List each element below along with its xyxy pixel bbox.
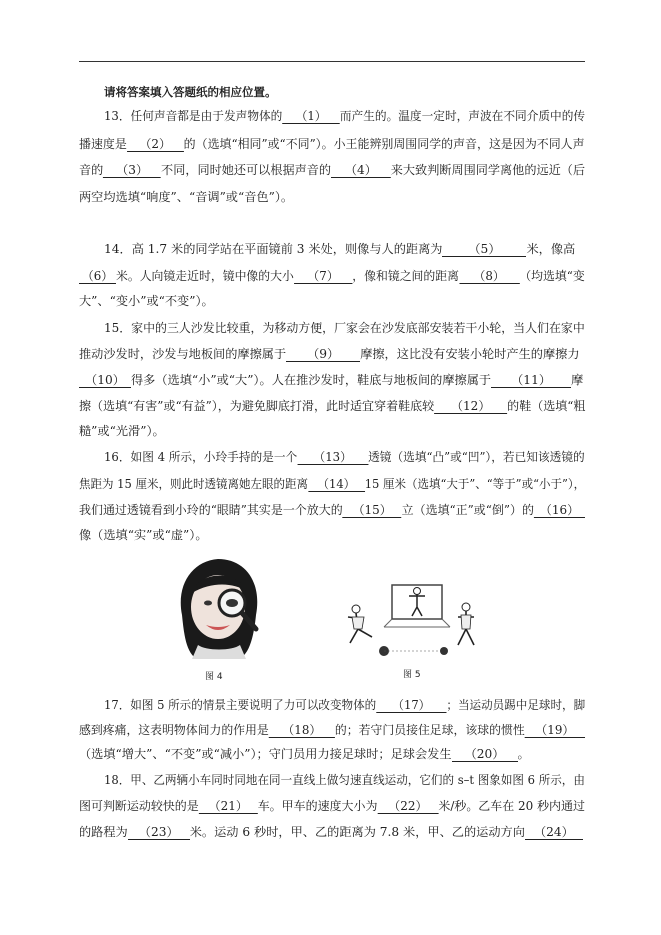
blank-4[interactable]: （4） (331, 163, 391, 178)
blank-20[interactable]: （20） (452, 747, 518, 762)
figure-4-girl-with-lens (172, 555, 264, 659)
figure-4-caption: 图 4 (205, 672, 223, 682)
q16-line-4: 像（选填“实”或“虚”）。 (79, 528, 208, 542)
header-rule (79, 61, 585, 62)
blank-5[interactable]: （5） (442, 242, 526, 257)
blank-11[interactable]: （11） (491, 373, 571, 388)
blank-17[interactable]: （17） (376, 698, 446, 713)
q18-line-1: 18．甲、乙两辆小车同时同地在同一直线上做匀速直线运动，它们的 s–t 图象如图 6 所示，由 (104, 773, 585, 787)
blank-16[interactable]: （16） (534, 503, 585, 518)
blank-8[interactable]: （8） (459, 269, 519, 284)
q15-line-5: 糙”或“光滑”）。 (79, 424, 165, 438)
q17-line-3: （选填“增大”、“不变”或“减小”）；守门员用力接足球时；足球会发生 （20） 。 (79, 747, 530, 761)
blank-14[interactable]: （14） (308, 477, 365, 492)
blank-12[interactable]: （12） (434, 399, 507, 414)
blank-13[interactable]: （13） (297, 450, 368, 465)
q14-line-2: （6） 米。人向镜走近时，镜中像的大小 （7） ，像和镜之间的距离 （8） （均选填“变 (79, 268, 571, 284)
instruction-text: 请将答案填入答题纸的相应位置。 (104, 85, 277, 99)
blank-21[interactable]: （21） (199, 799, 258, 814)
blank-24[interactable]: （24） (525, 825, 583, 840)
blank-2[interactable]: （2） (127, 137, 184, 152)
figure-5-soccer-scene (340, 583, 490, 663)
blank-15[interactable]: （15） (343, 503, 402, 518)
q16-line-3: 我们通过透镜看到小玲的“眼睛”其实是一个放大的 （15） 立（选填“正”或“倒”）的 （16） (79, 502, 576, 518)
blank-22[interactable]: （22） (377, 799, 438, 814)
blank-18[interactable]: （18） (269, 723, 335, 738)
q13-line-2: 播速度是 （2） 的（选填“相同”或“不同”）。小王能辨别周围同学的声音，这是因为不同人声 (79, 137, 585, 151)
q17-line-2: 感到疼痛，这表明物体间力的作用是 （18） 的；若守门员接住足球，该球的惯性 （19） (79, 722, 571, 738)
blank-3[interactable]: （3） (103, 163, 161, 178)
q13-line-1: 13．任何声音都是由于发声物体的 （1） 而产生的。温度一定时，声波在不同介质中的传 (104, 109, 586, 123)
q18-line-3: 的路程为 （23） 米。运动 6 秒时，甲、乙的距离为 7.8 米，甲、乙的运动方向 （24） (79, 824, 585, 840)
blank-19[interactable]: （19） (525, 723, 585, 738)
q15-line-1: 15．家中的三人沙发比较重，为移动方便，厂家会在沙发底部安装若干小轮，当人们在家中 (104, 321, 585, 335)
q18-line-2: 图可判断运动较快的是 （21） 车。甲车的速度大小为 （22） 米/秒。乙车在 20 秒内通过 (79, 799, 585, 813)
figure-5-caption: 图 5 (403, 670, 421, 680)
q13-line-4: 两空均选填“响度”、“音调”或“音色”）。 (79, 190, 294, 204)
q17-line-1: 17．如图 5 所示的情景主要说明了力可以改变物体的 （17） ；当运动员踢中足球时，脚 (104, 698, 586, 712)
q13-line-3: 音的 （3） 不同，同时她还可以根据声音的 （4） 来大致判断周围同学离他的远近（后 (79, 163, 586, 177)
q15-line-4: 擦（选填“有害”或“有益”），为避免脚底打滑，此时适宜穿着鞋底较 （12） 的鞋（选填“粗 (79, 399, 586, 413)
q14-line-3: 大”、“变小”或“不变”）。 (79, 294, 214, 308)
blank-6[interactable]: （6） (79, 269, 116, 284)
blank-1[interactable]: （1） (282, 109, 339, 124)
q15-line-2: 推动沙发时，沙发与地板间的摩擦属于 （9） 摩擦，这比没有安装小轮时产生的摩擦力 (79, 347, 580, 361)
q14-line-1: 14．高 1.7 米的同学站在平面镜前 3 米处，则像与人的距离为 （5） 米，像高 (104, 242, 576, 256)
q16-line-1: 16．如图 4 所示，小玲手持的是一个 （13） 透镜（选填“凸”或“凹”），若已知该透镜的 (104, 450, 585, 464)
blank-7[interactable]: （7） (294, 269, 352, 284)
blank-9[interactable]: （9） (286, 347, 360, 362)
blank-10[interactable]: （10） (79, 373, 131, 388)
blank-23[interactable]: （23） (128, 825, 190, 840)
q16-line-2: 焦距为 15 厘米，则此时透镜离她左眼的距离 （14） 15 厘米（选填“大于”、“等于”或“小于”）， (79, 477, 586, 491)
q15-line-3: （10） 得多（选填“小”或“大”）。人在推沙发时，鞋底与地板间的摩擦属于 （11） 摩 (79, 372, 585, 388)
